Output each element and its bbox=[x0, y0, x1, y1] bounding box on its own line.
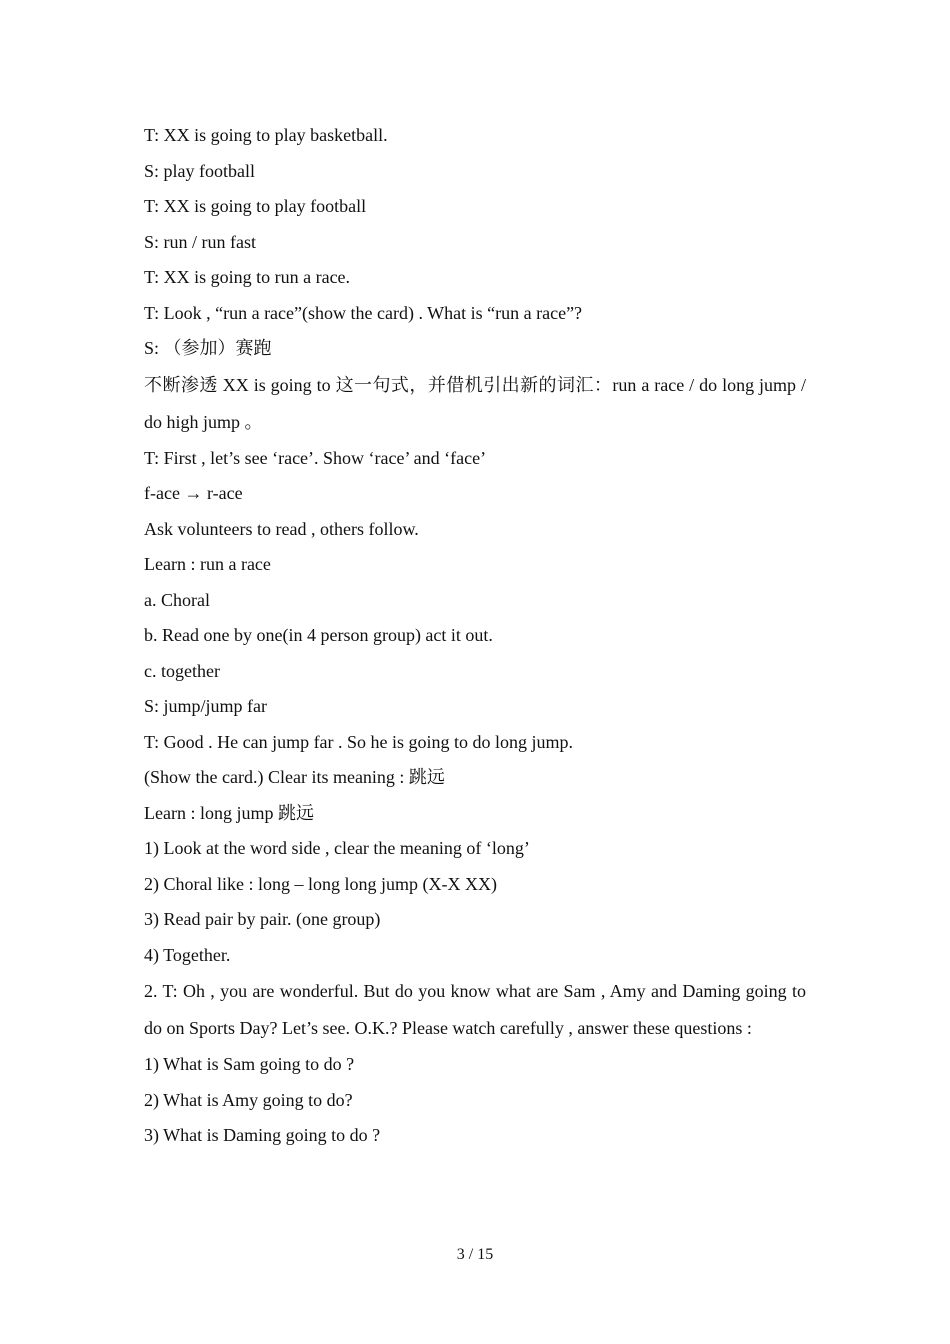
text-line: Learn : long jump 跳远 bbox=[144, 802, 314, 823]
text-line: T: XX is going to run a race. bbox=[144, 267, 351, 287]
text-line: c. together bbox=[144, 660, 220, 681]
text-line: Ask volunteers to read , others follow. bbox=[144, 518, 419, 539]
text-line: T: XX is going to play football bbox=[144, 196, 367, 216]
text-line: 4) Together. bbox=[144, 944, 231, 965]
body-text bbox=[144, 118, 806, 1154]
text-line: b. Read one by one(in 4 person group) act it out. bbox=[144, 625, 493, 645]
page-number: 3 / 15 bbox=[456, 1246, 494, 1263]
text-line: S: run / run fast bbox=[144, 231, 256, 252]
text-line: T: XX is going to play basketball. bbox=[144, 125, 388, 145]
text-line: a. Choral bbox=[144, 589, 210, 610]
question-line: 1) What is Sam going to do ? bbox=[144, 1054, 355, 1074]
text-line: T: First , let’s see ‘race’. Show ‘race’ and ‘face’ bbox=[144, 447, 487, 468]
text-line: f-ace → r-ace bbox=[144, 483, 243, 503]
text-line: (Show the card.) Clear its meaning : 跳远 bbox=[144, 767, 445, 787]
paragraph-infiltrate: 不断渗透 XX is going to 这一句式，并借机引出新的词汇：run a race / do long jump / do high jump 。 bbox=[144, 374, 806, 432]
text-line: T: Good . He can jump far . So he is going to do long jump. bbox=[144, 731, 574, 752]
paragraph-question: 2. T: Oh , you are wonderful. But do you know what are Sam , Amy and Daming going to do on Sports Day? Let’s see. O.K.? Please watch carefully , answer these questions : bbox=[144, 981, 806, 1038]
text-line: Learn : run a race bbox=[144, 554, 271, 574]
question-line: 2) What is Amy going to do? bbox=[144, 1089, 353, 1110]
text-line: 2) Choral like : long – long long jump (X-X XX) bbox=[144, 873, 497, 894]
text-line: S: jump/jump far bbox=[144, 696, 267, 716]
question-line: 3) What is Daming going to do ? bbox=[144, 1125, 381, 1145]
text-line: 3) Read pair by pair. (one group) bbox=[144, 909, 381, 929]
text-line: S: （参加）赛跑 bbox=[144, 338, 272, 358]
text-line: S: play football bbox=[144, 160, 255, 181]
text-line: T: Look , “run a race”(show the card) . What is “run a race”? bbox=[144, 302, 583, 323]
text-line: 1) Look at the word side , clear the meaning of ‘long’ bbox=[144, 838, 530, 858]
